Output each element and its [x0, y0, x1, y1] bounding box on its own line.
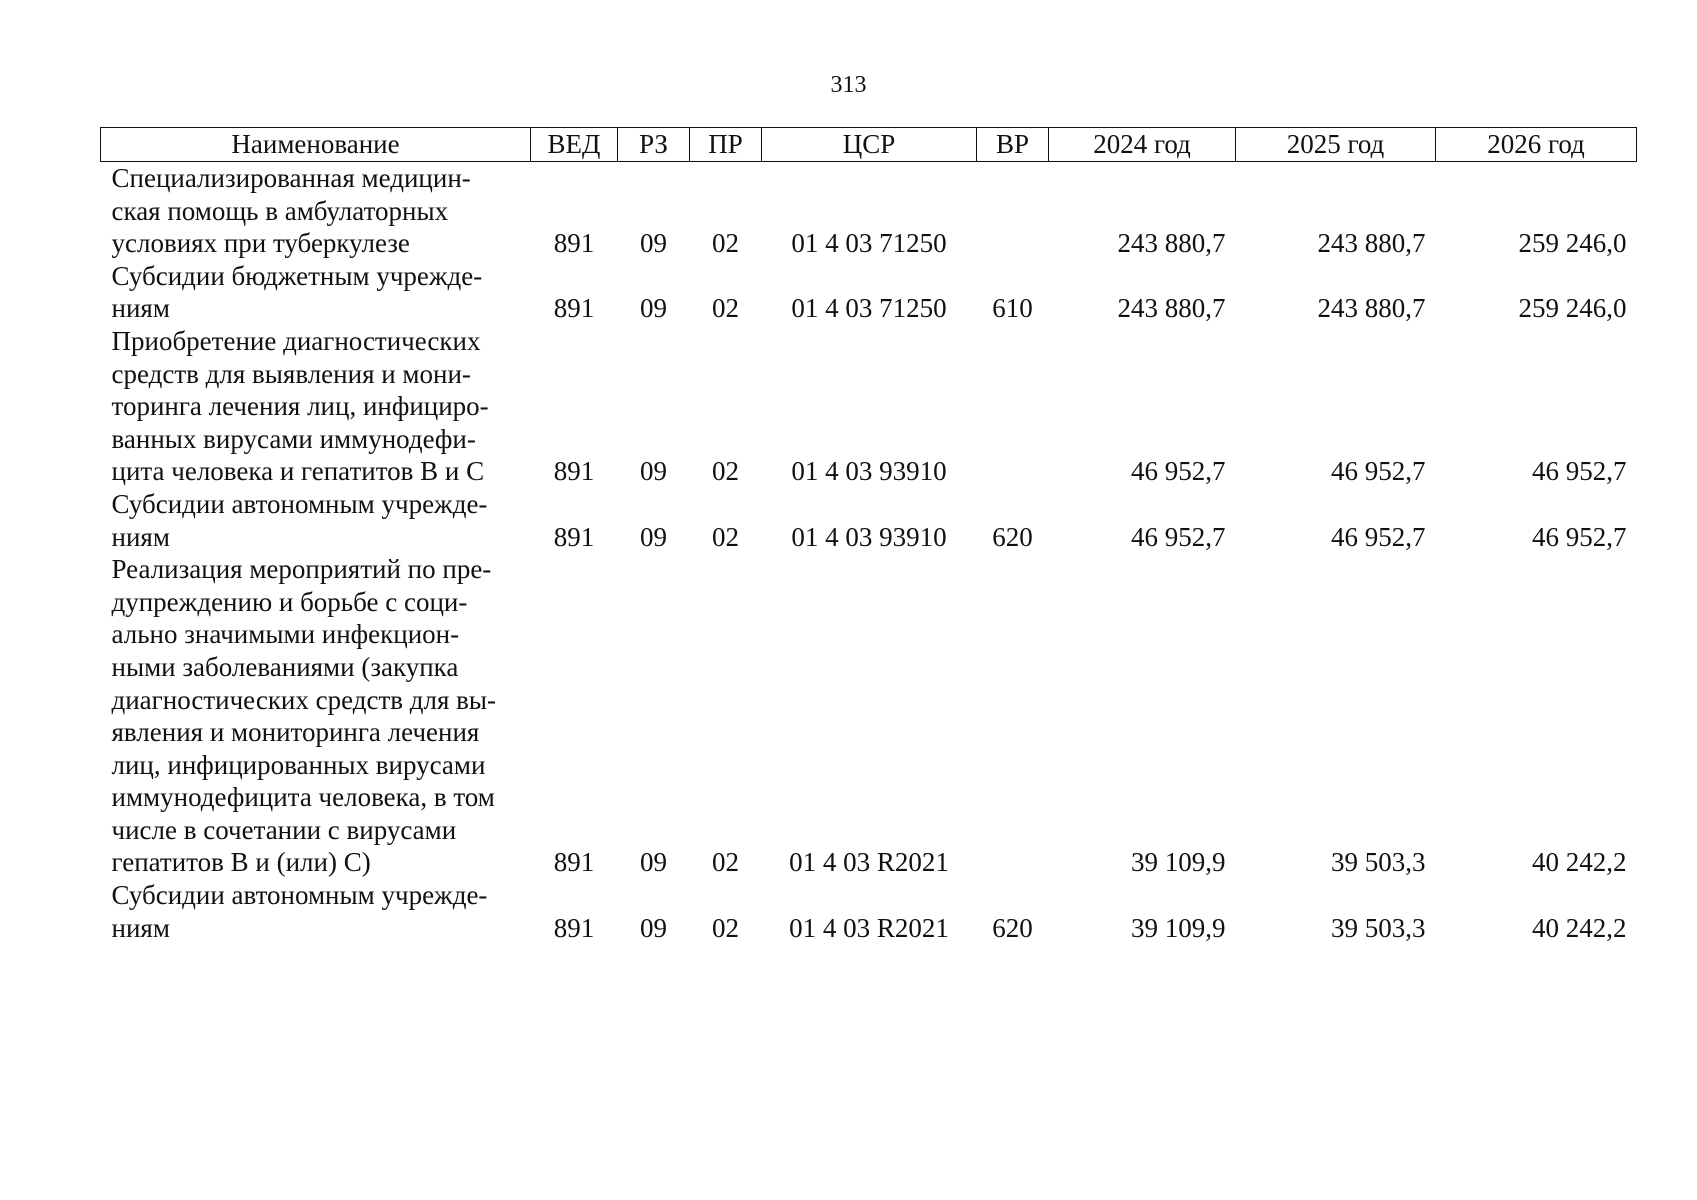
- row-name: Субсидии бюджетным учрежде- ниям: [111, 260, 483, 324]
- row-ved: 891: [553, 293, 595, 324]
- row-name: Специализированная медицин- ская помощь в амбулаторных условиях при туберкулезе: [111, 163, 471, 259]
- row-amount-2026: 259 246,0: [1518, 228, 1627, 259]
- row-csr: 01 4 03 71250: [791, 228, 947, 259]
- header-rz: РЗ: [618, 128, 690, 162]
- row-name: Приобретение диагностических средств для выявления и мони- торинга лечения лиц, инфициро- ванных вирусами иммунодефи- цита человека и гепатитов B и C: [111, 325, 489, 487]
- row-rz: 09: [640, 912, 667, 943]
- row-ved: 891: [553, 228, 595, 259]
- row-vr: 610: [992, 293, 1033, 324]
- row-amount-2025: 46 952,7: [1331, 521, 1426, 552]
- row-rz: 09: [640, 847, 667, 878]
- row-pr: 02: [712, 912, 739, 943]
- row-name: Субсидии автономным учрежде- ниям: [111, 488, 488, 552]
- row-csr: 01 4 03 93910: [791, 456, 947, 487]
- table-row: [101, 260, 1637, 325]
- row-ved: 891: [553, 912, 595, 943]
- row-vr: [977, 553, 1049, 879]
- header-csr: ЦСР: [762, 128, 977, 162]
- row-ved: 891: [553, 847, 595, 878]
- header-row: [101, 128, 1637, 162]
- table-row: [101, 162, 1637, 260]
- row-name: Субсидии автономным учрежде- ниям: [111, 880, 488, 943]
- row-amount-2025: 39 503,3: [1331, 847, 1426, 878]
- header-vr: ВР: [977, 128, 1049, 162]
- row-rz: 09: [640, 521, 667, 552]
- table-body: [101, 162, 1637, 945]
- row-amount-2025: 46 952,7: [1331, 456, 1426, 487]
- row-csr: 01 4 03 R2021: [789, 912, 949, 943]
- row-ved: 891: [553, 521, 595, 552]
- row-pr: 02: [712, 293, 739, 324]
- row-vr: 620: [992, 521, 1033, 552]
- row-pr: 02: [712, 847, 739, 878]
- header-name: Наименование: [101, 128, 531, 162]
- row-ved: 891: [553, 456, 595, 487]
- table-header: [101, 128, 1637, 162]
- row-amount-2024: 243 880,7: [1117, 293, 1226, 324]
- row-amount-2024: 46 952,7: [1131, 456, 1226, 487]
- table-row: [101, 325, 1637, 488]
- row-csr: 01 4 03 R2021: [789, 847, 949, 878]
- row-vr: [977, 162, 1049, 260]
- row-vr: 620: [992, 912, 1033, 943]
- page-number: 313: [830, 72, 867, 98]
- table-row: [101, 553, 1637, 879]
- table-row: [101, 488, 1637, 553]
- row-csr: 01 4 03 71250: [791, 293, 947, 324]
- row-vr: [977, 325, 1049, 488]
- row-amount-2024: 243 880,7: [1117, 228, 1226, 259]
- header-year-2026: 2026 год: [1436, 128, 1637, 162]
- budget-table: [100, 127, 1637, 944]
- row-amount-2026: 259 246,0: [1518, 293, 1627, 324]
- row-amount-2025: 243 880,7: [1317, 293, 1426, 324]
- row-pr: 02: [712, 521, 739, 552]
- header-ved: ВЕД: [531, 128, 618, 162]
- header-year-2024: 2024 год: [1049, 128, 1236, 162]
- row-rz: 09: [640, 228, 667, 259]
- row-amount-2026: 40 242,2: [1532, 912, 1627, 943]
- table-row: [101, 879, 1637, 944]
- header-year-2025: 2025 год: [1236, 128, 1436, 162]
- row-rz: 09: [640, 456, 667, 487]
- row-amount-2026: 46 952,7: [1532, 456, 1627, 487]
- header-pr: ПР: [690, 128, 762, 162]
- row-name: Реализация мероприятий по пре- дупреждению и борьбе с соци- ально значимыми инфекцион- ными заболеваниями (закупка диагностических средств для вы- явления и мониторинга лечения лиц, инфицированных вирусами иммунодефицита человека, в том числе в сочетании с вирусами гепатитов B и (или) C): [111, 554, 497, 878]
- row-rz: 09: [640, 293, 667, 324]
- row-amount-2024: 46 952,7: [1131, 521, 1226, 552]
- row-pr: 02: [712, 228, 739, 259]
- row-amount-2025: 243 880,7: [1317, 228, 1426, 259]
- row-pr: 02: [712, 456, 739, 487]
- row-csr: 01 4 03 93910: [791, 521, 947, 552]
- row-amount-2026: 46 952,7: [1532, 521, 1627, 552]
- row-amount-2024: 39 109,9: [1131, 912, 1226, 943]
- row-amount-2025: 39 503,3: [1331, 912, 1426, 943]
- row-amount-2026: 40 242,2: [1532, 847, 1627, 878]
- row-amount-2024: 39 109,9: [1131, 847, 1226, 878]
